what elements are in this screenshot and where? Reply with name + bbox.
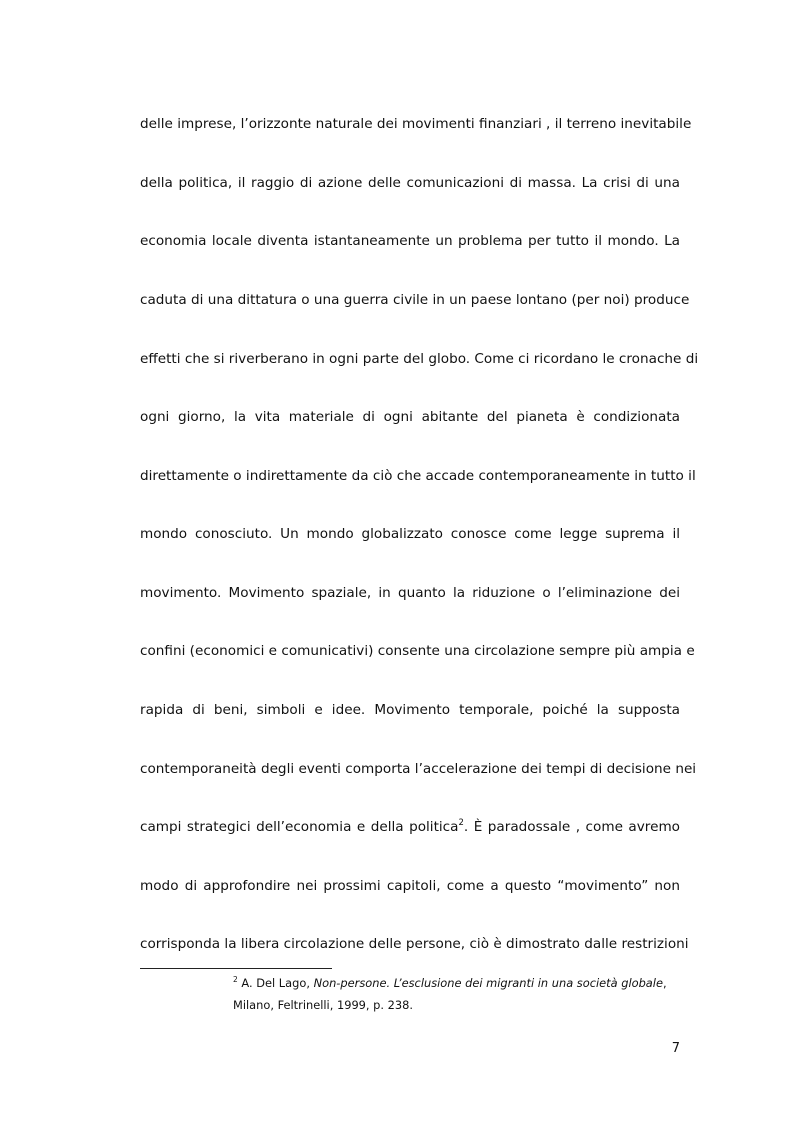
body-text-line: modo di approfondire nei prossimi capitoli, come a questo “movimento” non <box>140 878 680 894</box>
body-text-line: economia locale diventa istantaneamente un problema per tutto il mondo. La <box>140 233 680 249</box>
body-text-line: contemporaneità degli eventi comporta l’accelerazione dei tempi di decisione nei <box>140 761 697 777</box>
body-text-line-with-footnote-ref <box>140 818 680 836</box>
body-text-line: mondo conosciuto. Un mondo globalizzato conosce come legge suprema il <box>140 526 680 542</box>
body-text-line: della politica, il raggio di azione delle comunicazioni di massa. La crisi di una <box>140 175 680 191</box>
body-text-line: ogni giorno, la vita materiale di ogni abitante del pianeta è condizionata <box>140 409 680 425</box>
footnote-line <box>233 975 667 991</box>
footnote-line: Milano, Feltrinelli, 1999, p. 238. <box>233 998 414 1012</box>
body-text-line: direttamente o indirettamente da ciò che accade contemporaneamente in tutto il <box>140 468 696 484</box>
body-text-segment: campi strategici dell’economia e della politica <box>140 819 459 835</box>
body-text-line: caduta di una dittatura o una guerra civile in un paese lontano (per noi) produce <box>140 292 690 308</box>
body-text-line: rapida di beni, simboli e idee. Movimento temporale, poiché la supposta <box>140 702 680 718</box>
body-text-line: delle imprese, l’orizzonte naturale dei movimenti finanziari , il terreno inevitabile <box>140 116 692 132</box>
page-number: 7 <box>671 1041 680 1056</box>
footnote-separator <box>140 968 332 969</box>
footnote-comma: , <box>662 976 667 990</box>
body-text-line: effetti che si riverberano in ogni parte del globo. Come ci ricordano le cronache di <box>140 351 699 367</box>
footnote-author: A. Del Lago, <box>237 976 314 990</box>
footnote-mark: 2 <box>233 975 238 984</box>
footnote-reference-mark[interactable]: 2 <box>458 818 464 828</box>
body-text-line: movimento. Movimento spaziale, in quanto la riduzione o l’eliminazione dei <box>140 585 680 601</box>
body-text-line: corrisponda la libera circolazione delle persone, ciò è dimostrato dalle restrizioni <box>140 936 689 952</box>
body-text-segment: . È paradossale , come avremo <box>463 819 680 835</box>
footnote-title: Non-persone. L’esclusione dei migranti in una società globale <box>313 976 663 990</box>
body-text-line: confini (economici e comunicativi) consente una circolazione sempre più ampia e <box>140 643 695 659</box>
